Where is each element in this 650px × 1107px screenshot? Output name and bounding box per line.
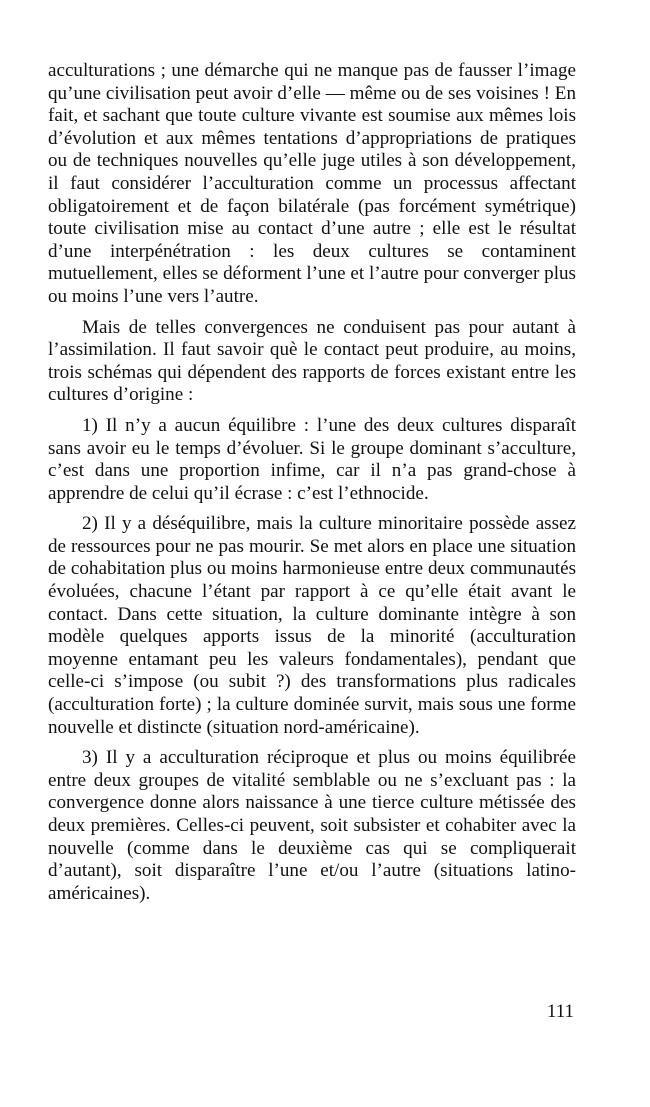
page-number: 111 xyxy=(546,1001,574,1022)
paragraph-schema-2-desequilibre: 2) Il y a déséquilibre, mais la culture minoritaire possède assez de ressources pour ne pas mourir. Se met alors en place une situation de cohabitation plus ou moins harmonieuse entre deux communautés évoluées, chacune l’étant par rapport à ce qu’elle était avant le contact. Dans cette situation, la culture dominante intègre à son modèle quelques apports issus de la minorité (acculturation moyenne entamant peu les valeurs fondamentales), pendant que celle-ci s’impose (ou subit ?) des transformations plus radicales (acculturation forte) ; la culture dominée survit, mais sous une forme nouvelle et distincte (situation nord-américaine). xyxy=(48,513,576,738)
paragraph-schema-1-ethnocide: 1) Il n’y a aucun équilibre : l’une des deux cultures disparaît sans avoir eu le temps d’évoluer. Si le groupe dominant s’acculture, c’est dans une proportion infime, car il n’a pas grand-chose à apprendre de celui qu’il écrase : c’est l’ethnocide. xyxy=(48,414,576,504)
document-page xyxy=(48,60,576,905)
paragraph-acculturation-definition: acculturations ; une démarche qui ne manque pas de fausser l’image qu’une civilisation peut avoir d’elle — même ou de ses voisines ! En fait, et sachant que toute culture vivante est soumise aux mêmes lois d’évolution et aux mêmes tentations d’appropriations de pratiques ou de techniques nouvelles qu’elle juge utiles à son développement, il faut considérer l’acculturation comme un processus affectant obligatoirement et de façon bilatérale (pas forcément symétrique) toute civilisation mise au contact d’une autre ; elle est le résultat d’une interpénétration : les deux cultures se contaminent mutuellement, elles se déforment l’une et l’autre pour converger plus ou moins l’une vers l’autre. xyxy=(48,60,576,307)
paragraph-schema-3-reciproque: 3) Il y a acculturation réciproque et plus ou moins équilibrée entre deux groupes de vitalité semblable ou ne s’excluant pas : la convergence donne alors naissance à une tierce culture métissée des deux premières. Celles-ci peuvent, soit subsister et cohabiter avec la nouvelle (comme dans le deuxième cas qui se compliquerait d’autant), soit disparaître l’une et/ou l’autre (situations latino-américaines). xyxy=(48,747,576,904)
paragraph-convergence-schemas: Mais de telles convergences ne conduisent pas pour autant à l’assimilation. Il faut savoir què le contact peut produire, au moins, trois schémas qui dépendent des rapports de forces existant entre les cultures d’origine : xyxy=(48,316,576,406)
